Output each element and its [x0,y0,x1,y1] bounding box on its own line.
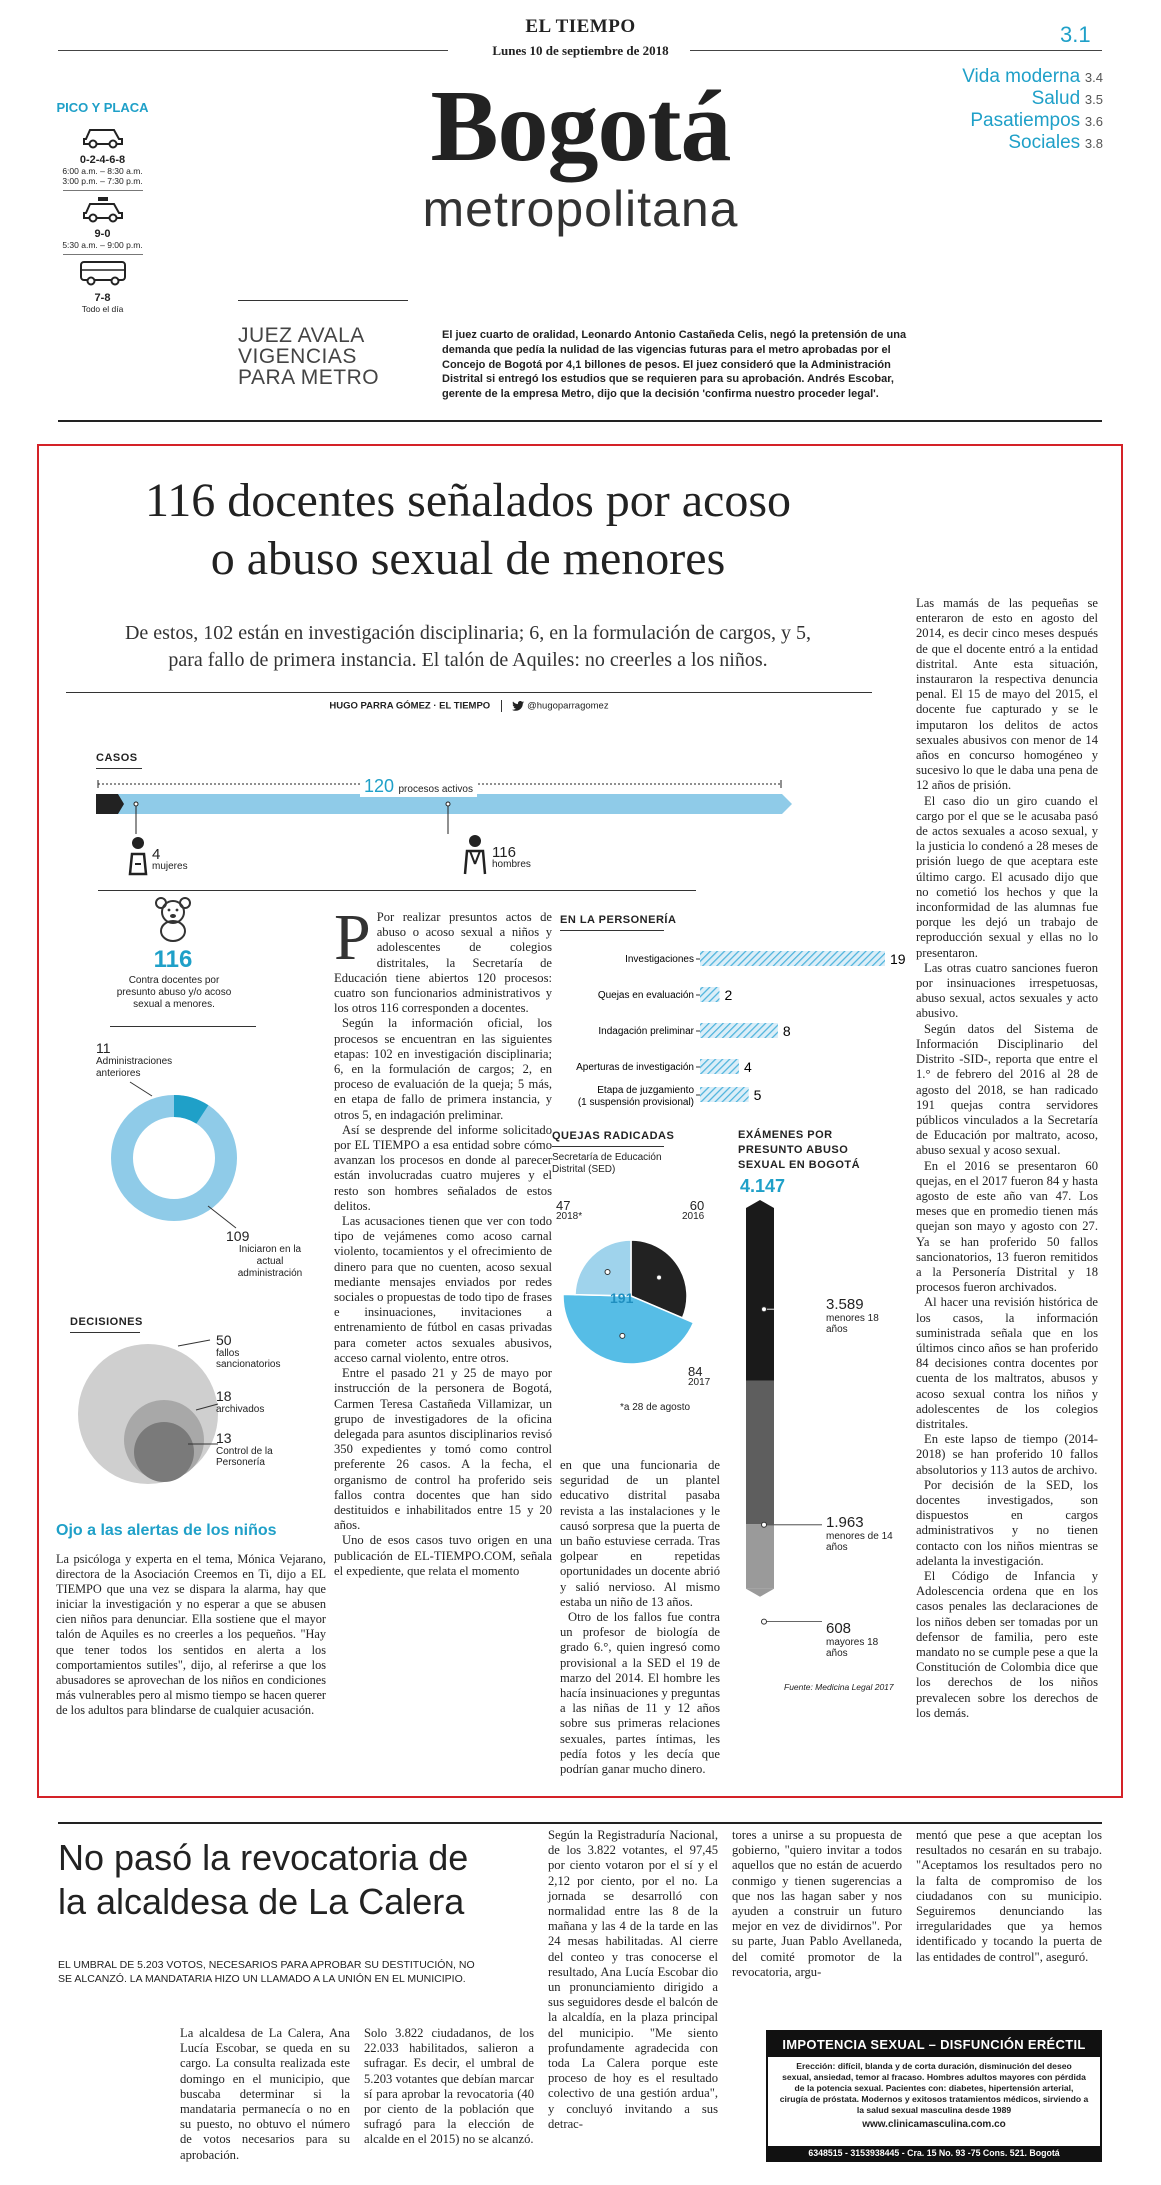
bottom-col-b: Solo 3.822 ciudadanos, de los 22.033 habilitados, salieron a sufragar. Es decir, el umbral de 5.203 votantes que debían marcar sí para aprobar la revocatoria (40 por ciento de la población que sufragó para la elección de alcalde en el 2015) no se alcanzó. [364,2026,534,2147]
bar-category-label: Etapa de juzgamiento [597,1085,694,1096]
exam-label-1963: 1.963 menores de 14 años [826,1514,893,1553]
column-segment [746,1208,774,1381]
personeria-title: EN LA PERSONERÍA [560,914,677,926]
byline: HUGO PARRA GÓMEZ · EL TIEMPO @hugoparragomez [329,700,609,712]
bus-plates: 7-8 [94,292,111,304]
section-number: 3.1 [1060,22,1091,47]
bar-value-label: 4 [743,1059,752,1075]
teddy-bear-icon [152,896,194,942]
decisiones-title: DECISIONES [70,1316,143,1328]
main-headline: 116 docentes señalados por acoso o abuso sexual de menores [144,474,792,585]
examenes-total: 4.147 [740,1176,786,1196]
decision-archivados: 18 archivados [216,1388,265,1415]
quejas-title: QUEJAS RADICADAS [552,1130,675,1142]
exam-label-608: 608 mayores 18 años [826,1620,879,1659]
brief-text: El juez cuarto de oralidad, Leonardo Antonio Castañeda Celis, negó la pretensión de una demanda que pedía la nulidad de las vigencias futuras para el metro aprobadas por el Concejo de Bogotá por 4,1 billones de pesos. El juez consideró que la Administración Distrital si entregó los estudios que se requieren para su aprobación. Andrés Escobar, gerente de la empresa Metro, dijo que la decisión 'confirma nuestro proceder legal'. [442,329,907,401]
column-base [746,1589,774,1597]
brief-headline: JUEZ AVALA VIGENCIAS PARA METRO [238,324,380,389]
taxi-hours: 5:30 a.m. – 9:00 p.m. [62,240,143,250]
donut-big: 109 Iniciaron en la actual administración [226,1228,303,1279]
pie-marker [620,1333,625,1338]
bar [700,987,719,1002]
bar-category-label: Quejas en evaluación [597,990,694,1001]
ad-title: IMPOTENCIA SEXUAL – DISFUNCIÓN ERÉCTIL [768,2032,1100,2057]
box-text: La psicóloga y experta en el tema, Mónica Vejarano, directora de la Asociación Creemos en Ti, dijo a EL TIEMPO que una vez se dispara la alarma, hay que iniciar la investigación y no esperar a que se abusen cien niños para denunciar. Ella sostiene que el mayor talón de Aquiles es no creerles a los pequeños. "Hay que tener todos los sentidos en alerta a los comportamientos sutiles", dijo, al referirse a que los abusadores se aprovechan de los niños en condiciones más vulnerables pero al mismo tiempo se hacen querer de los adultos para blindarse de cualquier acusación. [56,1552,326,1717]
bar [700,1023,778,1038]
pie-slice [575,1240,631,1296]
decision-sanciones: 50 fallos sancionatorios [216,1332,281,1370]
bar-value-label: 5 [753,1087,762,1103]
paper-name: EL TIEMPO [525,16,636,37]
bottom-col-e: mentó que pese a que aceptan los resultados no cesarán en su trabajo. "Aceptamos los resultados pero no la falta de compromiso de los ciudadanos con su municipio. Seguiremos denunciando las irregularidades que ya hemos identificado y tocando la puerta de las entidades de control", aseguró. [916,1828,1102,1964]
bottom-summary: EL UMBRAL DE 5.203 VOTOS, NECESARIOS PARA APROBAR SU DESTITUCIÓN, NO SE ALCANZÓ. LA MANDATARIA HIZO UN LLAMADO A LA UNIÓN EN EL MUNICIPIO. [58,1959,475,1985]
examenes-title: EXÁMENES POR PRESUNTO ABUSO SEXUAL EN BOGOTÁ [738,1129,861,1171]
ad-box[interactable]: IMPOTENCIA SEXUAL – DISFUNCIÓN ERÉCTIL Erección: difícil, blanda y de corta duración, disminución del deseo sexual, ansiedad, temor al fracaso. Hombres adultos mayores con pérdida de la potencia sexual. Pacientes con: diabetes, hipertensión arterial, cirugía de próstata. Modernos y exitosos tratamientos médicos, sirviendo a la salud sexual masculina desde 1989 www.clinicamasculina.com.co 6348515 - 3153938445 - Cra. 15 No. 93 -75 Cons. 521. Bogotá [766,2030,1102,2162]
column-cap [746,1200,774,1208]
column-marker [762,1522,767,1527]
pie-label-60: 60 2016 [682,1198,705,1222]
twitter-icon [512,701,524,711]
donut-chart [104,1088,244,1228]
decisiones-circles [68,1340,228,1490]
column-segment [746,1524,774,1589]
bar-category-label: (1 suspensión provisional) [577,1097,694,1108]
bus-hours: Todo el día [81,304,124,314]
private-hours: 3:00 p.m. – 7:30 p.m. [62,176,143,186]
drop-cap: P [334,901,371,974]
pie-label-84: 84 2017 [688,1364,711,1388]
bar [700,1059,739,1074]
pie-marker [605,1269,610,1274]
bar-value-label: 2 [724,987,733,1003]
main-lead: De estos, 102 están en investigación disciplinaria; 6, en la formulación de cargos, y 5, para fallo de primera instancia. El talón de Aquiles: no creerles a los niños. [124,622,812,671]
article-col-side: Las mamás de las pequeñas se enteraron de esto en agosto del 2014, es decir cinco meses después de que el docente entró a la entidad distrital. Ante esta situación, instauraron la respectiva denuncia penal. El 15 de mayo del 2015, el docente fue capturado y se le imputaron los delitos de actos sexuales abusivos con menor de 14 años en concurso homogéneo y sucesivo lo que le daba una pena de 12 años de prisión. El caso dio un giro cuando el cargo por el que se le acusaba pasó de actos sexuales a acoso sexual, y la justicia lo condenó a 28 meses de prisión luego de que aceptara este último cargo. El acusado dijo que no cometió los hechos y que la inconformidad de las alumnas fue porque les dejó un trabajo de reproducción sexual y ellas no lo presentaron. Las otras cuatro sanciones fueron por insinuaciones irrespetuosas, abuso sexual, actos sexuales y acto abusivo. Según datos del Sistema de Información Disciplinario del Distrito -SID-, reporta que entre el 1.° de febrero del 2016 al 28 de agosto del 2018, se han radicado 191 quejas contra servidores públicos vinculados a la Secretaría de Educación por maltrato, acoso, abuso sexual y acoso sexual. En el 2016 se presentaron 60 quejas, en el 2017 fueron 84 y hasta agosto de este año van 47. Los meses que en promedio tienen más quejan son mayo y agosto con 27. Ya se han proferido 50 fallos sancionatorios, 13 fueron remitidos a la Personería Distrital y 18 procesos fueron archivados. Al hacer una revisión histórica de los casos, la información suministrada señala que en los últimos cinco años se han proferido 84 decisiones contra docentes por cuenta de los maltratos, abusos y acoso sexual contra los niños y adolescentes de los colegios distritales. En este lapso de tiempo (2014-2018) se han proferido 10 fallos absolutorios y 113 autos de archivo. Por decisión de la SED, los docentes investigados, son dispuestos en cargos administrativos y no tienen contacto con los niños mientras se adelanta la investigación. El Código de Infancia y Adolescencia ordena que en los casos penales las declaraciones de los niños deben ser tomadas por un defensor de familia, pero este mandato no se cumple pese a que la Constitución de Colombia dice que los derechos de los niños prevalecen sobre los derechos de los demás. [916,596,1098,1720]
teddy-label: Contra docentes por presunto abuso y/o acoso sexual a menores. [116,975,232,1010]
ad-phones: 6348515 - 3153938445 - Cra. 15 No. 93 -75 Cons. 521. Bogotá [768,2146,1100,2160]
section-index [962,66,1103,154]
casos-title: CASOS [96,752,138,764]
column-segment [746,1381,774,1525]
column-marker [762,1619,767,1624]
car-icon [80,123,126,149]
taxi-icon [80,195,126,223]
pico-placa [40,100,165,314]
index-item[interactable]: Vida moderna 3.4 [962,66,1103,87]
taxi-plates: 9-0 [94,228,111,240]
bottom-col-a: La alcaldesa de La Calera, Ana Lucía Escobar, se queda en su cargo. La consulta realizada este domingo en el municipio, que buscaba determinar si la mandataria permanecía o no en su puesto, no obtuvo el número de votos necesarios para su aprobación. [180,2026,350,2162]
exam-label-3589: 3.589 menores 18 años [826,1296,879,1335]
column-marker [762,1307,767,1312]
pie-label-47: 47 2018* [556,1198,583,1222]
quejas-subtitle: Secretaría de Educación Distrital (SED) [552,1152,662,1175]
bar [700,951,885,966]
man-icon [462,834,488,876]
pie-total: 191 [610,1290,634,1306]
section-subtitle: metropolitana [422,181,739,237]
donut-small: 11 Administraciones anteriores [96,1040,173,1079]
index-item[interactable]: Salud 3.5 [1031,88,1103,109]
women-count: 4 mujeres [152,846,188,872]
bottom-headline: No pasó la revocatoria de la alcaldesa de La Calera [58,1837,469,1922]
personeria-chart [560,938,906,1118]
index-item[interactable]: Sociales 3.8 [1008,132,1103,153]
issue-date: Lunes 10 de septiembre de 2018 [492,43,669,58]
index-item[interactable]: Pasatiempos 3.6 [970,110,1103,131]
private-hours: 6:00 a.m. – 8:30 a.m. [62,166,143,176]
pico-placa-title: PICO Y PLACA [56,100,149,115]
pie-marker [657,1275,662,1280]
ad-web[interactable]: www.clinicamasculina.com.co [862,2119,1006,2130]
teddy-number: 116 [153,946,193,973]
bar-value-label: 8 [782,1023,791,1039]
article-col-2: en que una funcionaria de seguridad de un plantel educativo distrital pasaba revista a las instalaciones y le causó sorpresa que la puerta de un baño estuviese cerrada. Tras golpear en repetidas oportunidades un docente abrió y salió nervioso. Al mismo estaba un niño de 13 años. Otro de los fallos fue contra un profesor de biología de grado 6.°, quien ingresó como provisional a la SED el 19 de marzo del 2014. El hombre les hacía insinuaciones y preguntas a las niñas de 11 y 12 años sobre sus primeras relaciones sexuales, partes íntimas, les pedía fotos y les decía que podrían ganar mucho dinero. [560,1458,720,1777]
examenes-column [742,1200,778,1680]
bottom-col-c: Según la Registraduría Nacional, de los 3.822 votantes, el 97,45 por ciento votaron por el sí y el 2,12 por ciento, por el no. La jornada se desarrolló con normalidad entre las 8 de la mañana y las 4 de la tarde en las 24 mesas habilitadas. Al cierre del conteo y tras conocerse el resultado, Ana Lucía Escobar dio un pronunciamiento dirigido a sus seguidores desde el balcón de la alcaldía, en la plaza principal del municipio. "Me siento profundamente agradecida con toda La Calera porque este proceso de hoy es el resultado colectivo de una gestión ardua", y concluyó invitando a sus detrac- [548,1828,718,2131]
twitter-handle[interactable]: @hugoparragomez [527,700,609,712]
casos-total: 120 procesos activos [360,776,477,797]
decision-personeria: 13 Control de la Personería [216,1430,273,1468]
woman-icon [126,836,150,876]
pie-note: *a 28 de agosto [620,1402,691,1413]
bar-value-label: 19 [890,951,906,967]
bar-category-label: Investigaciones [625,954,694,965]
box-title: Ojo a las alertas de los niños [56,1522,277,1539]
bar-category-label: Aperturas de investigación [576,1062,694,1073]
bar-category-label: Indagación preliminar [598,1026,694,1037]
bottom-col-d: tores a unirse a su propuesta de gobierno, "quiero invitar a todos aquellos que no están de acuerdo conmigo y tienen sugerencias a que nos las hagan saber y nos ayuden a construir un futuro mejor en vez de dividirnos". Por su parte, Juan Pablo Avellaneda, del comité promotor de la revocatoria, argu- [732,1828,902,1979]
examenes-source: Fuente: Medicina Legal 2017 [784,1682,894,1692]
men-count: 116 hombres [492,844,531,870]
section-title: Bogotá [430,70,731,183]
bus-icon [78,259,128,287]
article-col-1: P Por realizar presuntos actos de abuso o acoso sexual a niños y adolescentes de colegios distritales, la Secretaría de Educación tiene abiertos 120 procesos: cuatro son funcionarios administrativos y los otros 116 corresponden a docentes. Según la información oficial, los procesos se encuentran en las siguientes etapas: 102 en investigación disciplinaria; 6, en la formulación de cargos; 2, en proceso de evaluación de la queja; 5 más, en etapa de fallo de primera instancia, y otros 5, en indagación preliminar. Así se desprende del informe solicitado por EL TIEMPO a esa entidad sobre cómo avanzan los procesos en donde al parecer están involucradas cuatro mujeres y el resto son hombres señalados de estos delitos. Las acusaciones tienen que ver con todo tipo de vejámenes como acoso carnal violento, tocamientos y el ofrecimiento de dinero para que no cuenten, acoso sexual mediante mensajes enviados por redes sociales o propuestas de todo tipo de frases e insinuaciones, invitaciones a entrenamiento de fútbol en casas privadas para cometer actos sexuales abusivos, acceso carnal violento, entre otros. Entre el pasado 21 y 25 de mayo por instrucción de la personera de Bogotá, Carmen Teresa Castañeda Villamizar, un grupo de investigadores de la oficina delegada para asuntos disciplinarios revisó 350 expedientes y tomó como control preferente 26 casos. A la fecha, el organismo de control ha proferido seis fallos contra docentes que han sido destituidos e inhabilitados entre 15 y 20 años. Uno de esos casos tuvo origen en una publicación de EL-TIEMPO.COM, señala el expediente, que relata el momento [334,901,552,1578]
bar [700,1087,749,1102]
private-plates: 0-2-4-6-8 [79,154,126,166]
